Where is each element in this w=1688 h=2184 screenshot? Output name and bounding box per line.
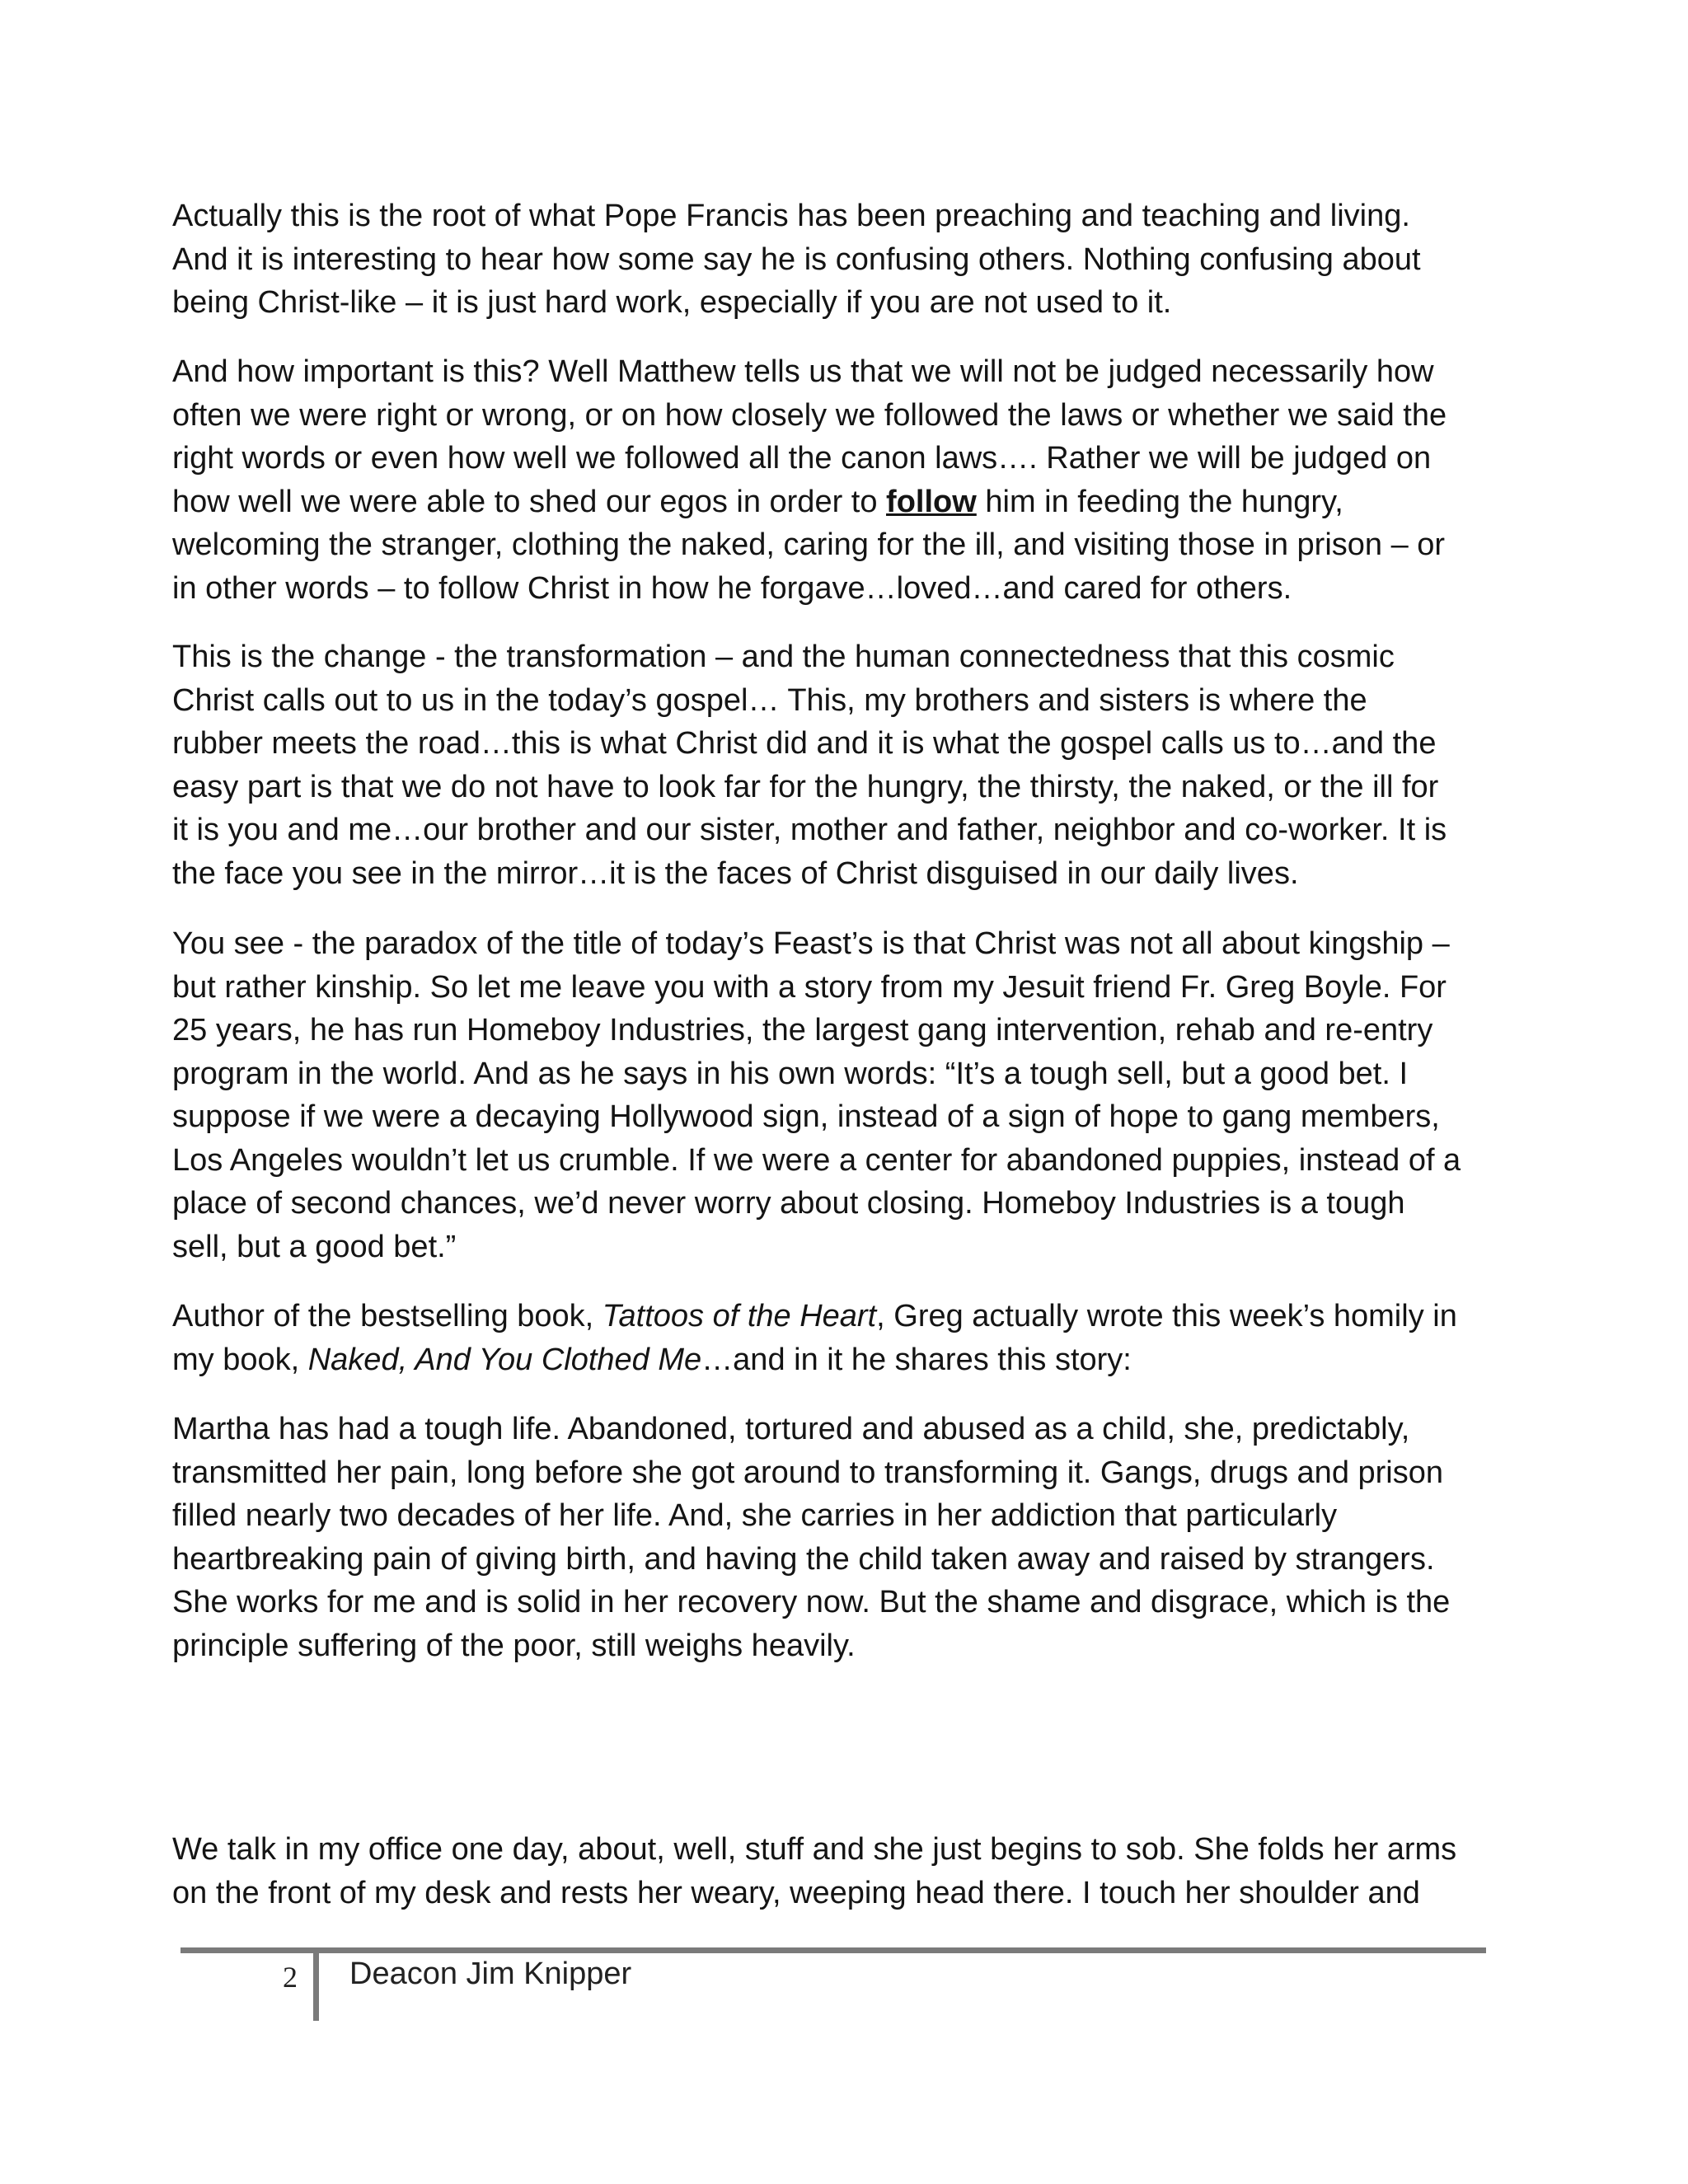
text-line: welcoming the stranger, clothing the naked, caring for the ill, and visiting those in prison – or [172,527,1446,562]
text-segment: Author of the bestselling book, [172,1299,603,1333]
text-line: And how important is this? Well Matthew tells us that we will not be judged necessarily how [172,354,1434,389]
paragraph-transformation [172,635,1532,895]
paragraph-author [172,1295,1532,1381]
emphasized-word-follow: follow [886,484,977,519]
book-title: Naked, And You Clothed Me [307,1342,702,1377]
text-line: right words or even how well we followed all the canon laws…. Rather we will be judged on [172,441,1432,476]
text-line: 25 years, he has run Homeboy Industries, the largest gang intervention, rehab and re-entry [172,1013,1433,1047]
text-line: in other words – to follow Christ in how he forgave…loved…and cared for others. [172,570,1292,606]
paragraph-kinship [172,922,1532,1268]
text-line: principle suffering of the poor, still weighs heavily. [172,1628,856,1663]
page-number: 2 [283,1961,298,1994]
text-line [172,1338,1532,1382]
footer-author: Deacon Jim Knipper [349,1957,632,1991]
paragraph-office [172,1828,1532,1915]
text-line: heartbreaking pain of giving birth, and having the child taken away and raised by strangers. [172,1541,1435,1577]
text-line: Actually this is the root of what Pope Francis has been preaching and teaching and living. [172,199,1410,233]
text-line: suppose if we were a decaying Hollywood sign, instead of a sign of hope to gang members, [172,1099,1440,1134]
footer-divider [181,1947,1486,1953]
text-line: And it is interesting to hear how some say he is confusing others. Nothing confusing about [172,241,1421,277]
text-segment: how well we were able to shed our egos in order to [172,484,887,519]
text-line: on the front of my desk and rests her weary, weeping head there. I touch her shoulder and [172,1875,1420,1910]
text-segment: , Greg actually wrote this week’s homily in [876,1299,1457,1333]
paragraph-judgement [172,350,1532,610]
text-line: easy part is that we do not have to look far for the hungry, the thirsty, the naked, or the ill for [172,769,1439,804]
text-line: program in the world. And as he says in his own words: “It’s a tough sell, but a good bet. I [172,1056,1409,1091]
paragraph-pope-francis [172,194,1532,325]
book-title: Tattoos of the Heart [602,1299,877,1333]
text-line: rubber meets the road…this is what Christ did and it is what the gospel calls us to…and the [172,726,1437,761]
text-line: sell, but a good bet.” [172,1229,457,1264]
text-line: it is you and me…our brother and our sister, mother and father, neighbor and co-worker. It is [172,813,1447,847]
text-line: often we were right or wrong, or on how closely we followed the laws or whether we said the [172,397,1447,433]
text-line: the face you see in the mirror…it is the faces of Christ disguised in our daily lives. [172,855,1299,891]
text-line: We talk in my office one day, about, well, stuff and she just begins to sob. She folds her arms [172,1832,1457,1867]
text-line: Christ calls out to us in the today’s gospel… This, my brothers and sisters is where the [172,682,1367,718]
text-line: but rather kinship. So let me leave you with a story from my Jesuit friend Fr. Greg Boyle. For [172,969,1447,1005]
text-line [172,1295,1532,1338]
text-segment: my book, [172,1342,308,1377]
text-line: being Christ-like – it is just hard work, especially if you are not used to it. [172,285,1172,320]
text-line: filled nearly two decades of her life. And, she carries in her addiction that particularly [172,1498,1338,1533]
text-segment: …and in it he shares this story: [701,1342,1132,1377]
text-line: Martha has had a tough life. Abandoned, tortured and abused as a child, she, predictably, [172,1412,1410,1446]
text-line: This is the change - the transformation – and the human connectedness that this cosmic [172,640,1395,674]
paragraph-martha [172,1408,1532,1667]
text-line: place of second chances, we’d never worry about closing. Homeboy Industries is a tough [172,1186,1405,1221]
text-line [172,480,1532,524]
text-line: You see - the paradox of the title of today’s Feast’s is that Christ was not all about kingship – [172,926,1450,961]
text-segment: him in feeding the hungry, [976,484,1343,519]
text-line: Los Angeles wouldn’t let us crumble. If we were a center for abandoned puppies, instead of a [172,1142,1461,1178]
footer-vertical-divider [313,1952,319,2021]
text-line: She works for me and is solid in her recovery now. But the shame and disgrace, which is the [172,1585,1451,1619]
text-line: transmitted her pain, long before she got around to transforming it. Gangs, drugs and prison [172,1455,1444,1490]
